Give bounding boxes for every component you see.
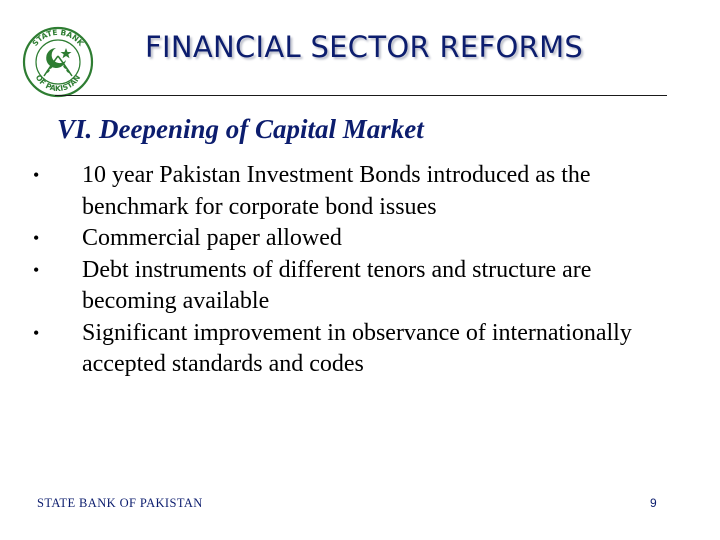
- header-divider: [55, 95, 667, 96]
- bullet-item: [30, 160, 690, 223]
- bullet-item: [30, 318, 690, 381]
- bullet-icon: •: [33, 228, 40, 248]
- slide-header-title: FINANCIAL SECTOR REFORMS: [145, 30, 584, 64]
- bullet-text: Commercial paper allowed: [82, 225, 342, 251]
- bullet-list: [30, 160, 690, 381]
- section-title: VI. Deepening of Capital Market: [57, 114, 424, 144]
- bullet-item: [30, 223, 690, 255]
- bullet-icon: •: [33, 322, 40, 343]
- state-bank-logo: [22, 26, 94, 98]
- bullet-text: Significant improvement in observance of internationally accepted standards and codes: [82, 319, 632, 377]
- bullet-item: [30, 255, 690, 318]
- svg-text:STATE BANK: STATE BANK: [30, 27, 86, 48]
- bullet-icon: •: [33, 259, 40, 280]
- bullet-icon: •: [33, 165, 40, 185]
- bullet-text: 10 year Pakistan Investment Bonds introduced as the benchmark for corporate bond issues: [82, 162, 591, 220]
- page-number: 9: [650, 496, 657, 510]
- bullet-text: Debt instruments of different tenors and structure are becoming available: [82, 256, 592, 314]
- svg-text:OF PAKISTAN: OF PAKISTAN: [33, 73, 83, 94]
- footer-organization: STATE BANK OF PAKISTAN: [37, 496, 203, 510]
